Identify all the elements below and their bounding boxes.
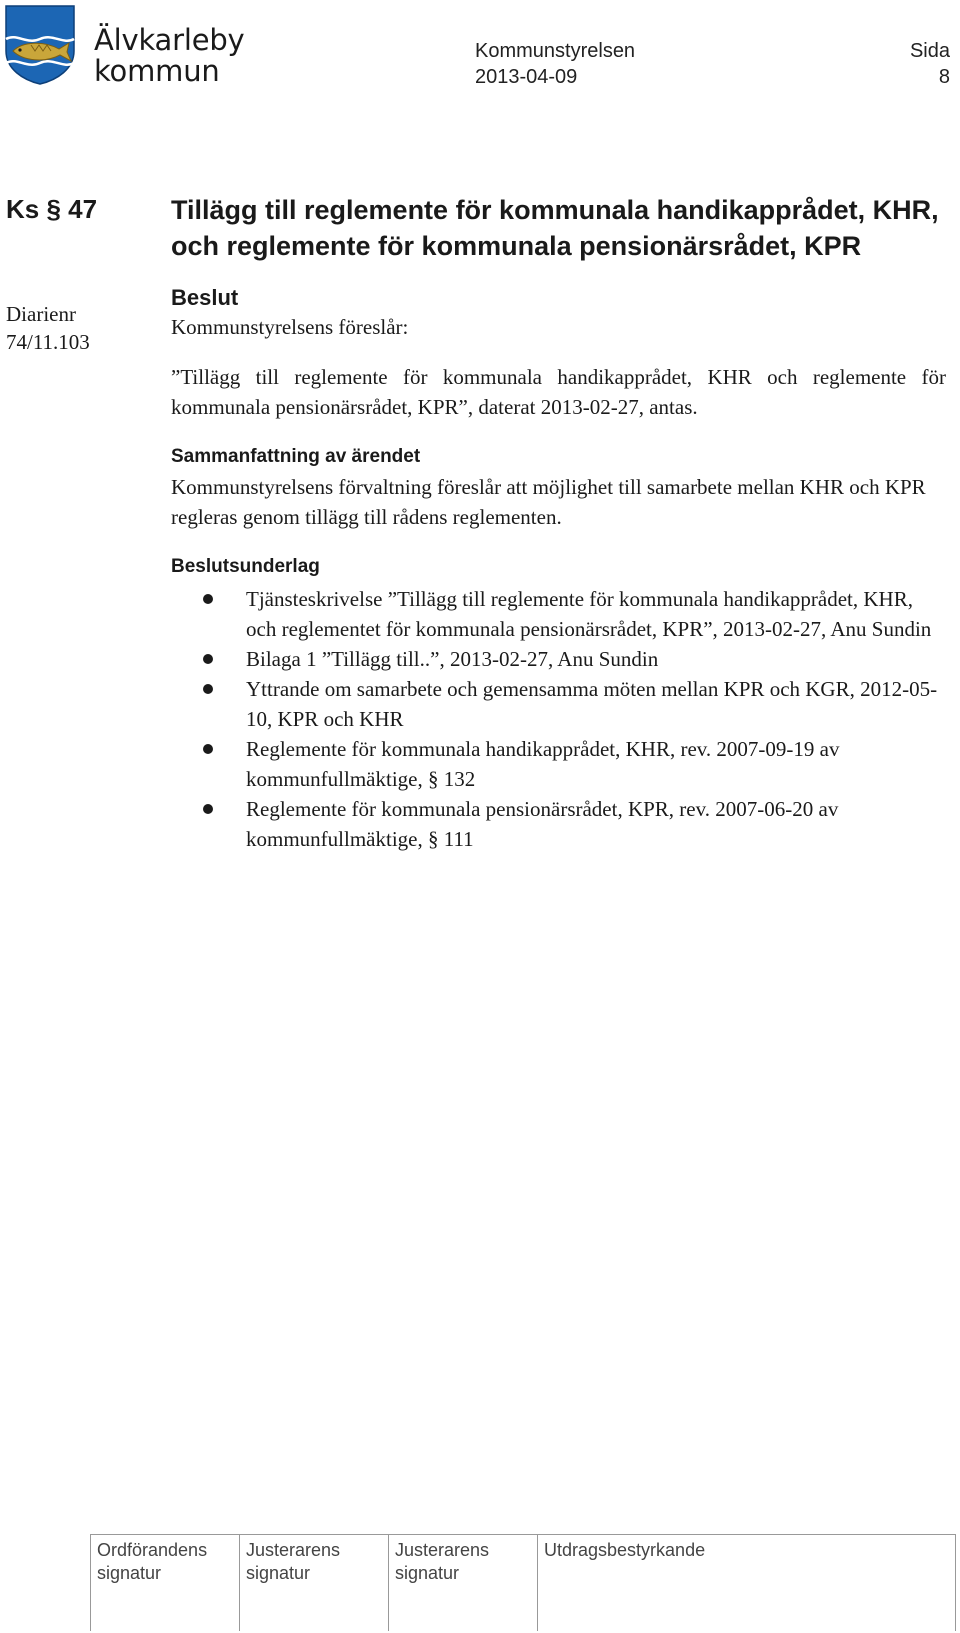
bullet-icon	[203, 744, 213, 754]
list-item	[171, 794, 946, 854]
signature-table	[90, 1534, 956, 1631]
proposal-intro: Kommunstyrelsens föreslår:	[171, 315, 409, 339]
logo-line-1: Älvkarleby	[94, 23, 245, 57]
proposal-text: ”Tillägg till reglemente för kommunala handikapprådet, KHR och reglemente för kommunala pensionärsrådet, KPR”, daterat 2013-02-27, antas.	[171, 365, 946, 419]
header-date: 2013-04-09	[475, 66, 578, 88]
signature-cell-label: Utdragsbestyrkande	[544, 1540, 706, 1560]
underlag-list	[171, 584, 946, 854]
signature-cell-label: Justerarens	[246, 1540, 341, 1560]
list-item-text: Tjänsteskrivelse ”Tillägg till reglemente för kommunala handikapprådet, KHR, och reglementet för kommunala pensionärsrådet, KPR”, 2013-02-27, Anu Sundin	[246, 587, 932, 641]
signature-cell-justerare-2	[389, 1535, 538, 1631]
signature-cell-justerare-1	[240, 1535, 389, 1631]
beslut-heading: Beslut	[171, 285, 239, 310]
list-item-text: Reglemente för kommunala pensionärsrådet, KPR, rev. 2007-06-20 av kommunfullmäktige, § 111	[246, 797, 839, 851]
signature-cell-label: Justerarens	[395, 1540, 490, 1560]
list-item	[171, 674, 946, 734]
kommun-coat-of-arms-icon	[5, 5, 75, 85]
section-number: Ks § 47	[6, 194, 98, 224]
signature-cell-sub: signatur	[246, 1563, 311, 1583]
signature-cell-ordforande	[91, 1535, 240, 1631]
header-page-number: 8	[938, 66, 950, 88]
header-sida-label: Sida	[909, 40, 950, 62]
list-item	[171, 584, 946, 644]
bullet-icon	[203, 684, 213, 694]
signature-cell-sub: signatur	[97, 1563, 162, 1583]
list-item-text: Yttrande om samarbete och gemensamma möten mellan KPR och KGR, 2012-05-10, KPR och KHR	[246, 677, 938, 731]
signature-cell-utdragsbestyrkande	[538, 1535, 955, 1631]
page-title: Tillägg till reglemente för kommunala handikapprådet, KHR, och reglemente för kommunala pensionärsrådet, KPR	[171, 195, 939, 261]
summary-heading: Sammanfattning av ärendet	[171, 446, 421, 467]
main-content	[171, 192, 946, 854]
summary-text: Kommunstyrelsens förvaltning föreslår att möjlighet till samarbete mellan KHR och KPR regleras genom tillägg till rådens reglementen.	[171, 475, 926, 529]
list-item	[171, 734, 946, 794]
list-item-text: Bilaga 1 ”Tillägg till..”, 2013-02-27, Anu Sundin	[246, 647, 659, 671]
underlag-heading: Beslutsunderlag	[171, 556, 320, 577]
bullet-icon	[203, 804, 213, 814]
bullet-icon	[203, 594, 213, 604]
bullet-icon	[203, 654, 213, 664]
list-item	[171, 644, 946, 674]
header-department: Kommunstyrelsen	[475, 40, 636, 62]
signature-cell-sub: signatur	[395, 1563, 460, 1583]
logo-line-2: kommun	[94, 54, 220, 88]
diarienr-label: Diarienr	[6, 302, 76, 326]
signature-cell-label: Ordförandens	[97, 1540, 208, 1560]
diarienr-value: 74/11.103	[6, 330, 90, 354]
logo-wordmark	[94, 25, 245, 87]
list-item-text: Reglemente för kommunala handikapprådet, KHR, rev. 2007-09-19 av kommunfullmäktige, § 132	[246, 737, 840, 791]
